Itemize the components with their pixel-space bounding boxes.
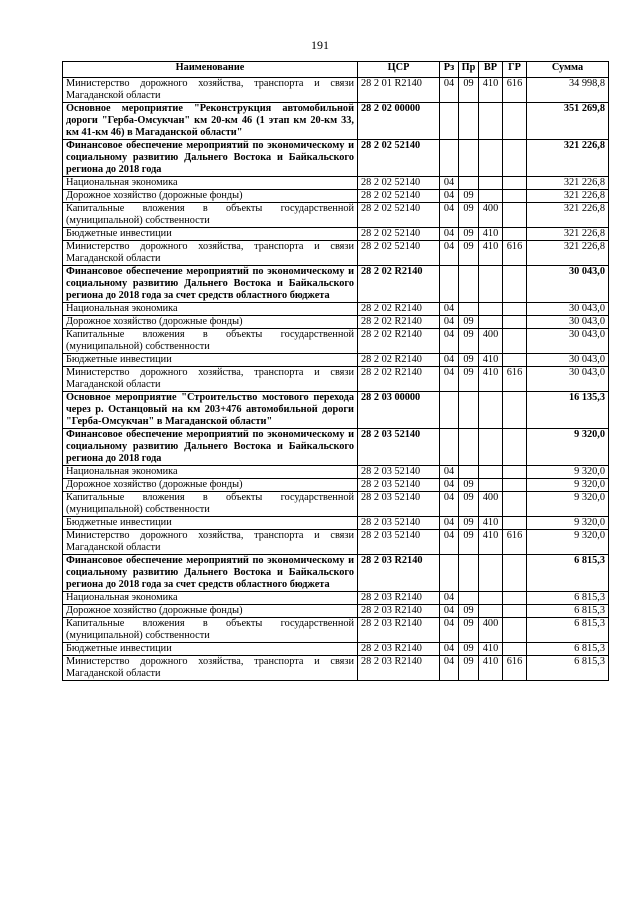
cell-gr	[503, 429, 527, 466]
cell-sum: 6 815,3	[527, 605, 609, 618]
cell-rz: 04	[440, 479, 459, 492]
cell-sum: 34 998,8	[527, 78, 609, 103]
cell-name: Капитальные вложения в объекты государственной (муниципальной) собственности	[63, 492, 358, 517]
cell-vr	[479, 140, 503, 177]
cell-pr	[459, 266, 479, 303]
table-row	[63, 367, 609, 392]
cell-vr: 410	[479, 354, 503, 367]
cell-sum: 30 043,0	[527, 303, 609, 316]
header-row	[63, 62, 609, 78]
cell-rz	[440, 555, 459, 592]
cell-csr: 28 2 03 52140	[358, 479, 440, 492]
cell-csr: 28 2 01 R2140	[358, 78, 440, 103]
cell-sum: 6 815,3	[527, 592, 609, 605]
cell-gr	[503, 555, 527, 592]
cell-name: Национальная экономика	[63, 303, 358, 316]
cell-gr	[503, 228, 527, 241]
cell-vr: 410	[479, 241, 503, 266]
cell-rz: 04	[440, 517, 459, 530]
cell-gr	[503, 140, 527, 177]
cell-vr	[479, 592, 503, 605]
cell-pr	[459, 177, 479, 190]
cell-vr	[479, 177, 503, 190]
cell-vr: 400	[479, 203, 503, 228]
cell-rz: 04	[440, 354, 459, 367]
cell-pr	[459, 555, 479, 592]
table-row	[63, 329, 609, 354]
cell-sum: 321 226,8	[527, 241, 609, 266]
cell-pr: 09	[459, 329, 479, 354]
table-row	[63, 479, 609, 492]
cell-sum: 9 320,0	[527, 429, 609, 466]
cell-pr: 09	[459, 190, 479, 203]
cell-rz: 04	[440, 190, 459, 203]
budget-table	[62, 61, 609, 681]
cell-vr: 400	[479, 618, 503, 643]
cell-rz: 04	[440, 605, 459, 618]
cell-vr: 410	[479, 643, 503, 656]
cell-gr	[503, 203, 527, 228]
cell-gr	[503, 492, 527, 517]
cell-name: Дорожное хозяйство (дорожные фонды)	[63, 605, 358, 618]
cell-csr: 28 2 02 00000	[358, 103, 440, 140]
cell-sum: 9 320,0	[527, 466, 609, 479]
cell-pr: 09	[459, 228, 479, 241]
cell-vr	[479, 392, 503, 429]
cell-vr: 400	[479, 492, 503, 517]
table-row	[63, 466, 609, 479]
cell-gr	[503, 316, 527, 329]
cell-rz	[440, 429, 459, 466]
column-header-pr: Пр	[459, 62, 479, 78]
cell-rz: 04	[440, 466, 459, 479]
cell-gr: 616	[503, 78, 527, 103]
table-row	[63, 618, 609, 643]
cell-sum: 16 135,3	[527, 392, 609, 429]
cell-csr: 28 2 02 R2140	[358, 316, 440, 329]
cell-rz: 04	[440, 643, 459, 656]
cell-gr: 616	[503, 656, 527, 681]
cell-name: Министерство дорожного хозяйства, транспорта и связи Магаданской области	[63, 241, 358, 266]
cell-vr: 410	[479, 517, 503, 530]
cell-gr: 616	[503, 241, 527, 266]
cell-gr	[503, 190, 527, 203]
cell-gr	[503, 266, 527, 303]
cell-rz: 04	[440, 329, 459, 354]
cell-vr	[479, 316, 503, 329]
cell-pr: 09	[459, 241, 479, 266]
cell-pr	[459, 429, 479, 466]
cell-name: Дорожное хозяйство (дорожные фонды)	[63, 316, 358, 329]
cell-vr	[479, 466, 503, 479]
cell-pr: 09	[459, 479, 479, 492]
cell-csr: 28 2 03 52140	[358, 530, 440, 555]
cell-name: Бюджетные инвестиции	[63, 643, 358, 656]
table-row	[63, 190, 609, 203]
cell-vr: 410	[479, 530, 503, 555]
cell-csr: 28 2 02 R2140	[358, 367, 440, 392]
cell-sum: 30 043,0	[527, 354, 609, 367]
cell-name: Капитальные вложения в объекты государственной (муниципальной) собственности	[63, 203, 358, 228]
cell-csr: 28 2 03 R2140	[358, 555, 440, 592]
cell-pr: 09	[459, 367, 479, 392]
cell-rz: 04	[440, 228, 459, 241]
cell-sum: 30 043,0	[527, 266, 609, 303]
column-header-vr: ВР	[479, 62, 503, 78]
cell-pr	[459, 140, 479, 177]
cell-pr: 09	[459, 530, 479, 555]
cell-csr: 28 2 02 R2140	[358, 266, 440, 303]
cell-name: Капитальные вложения в объекты государственной (муниципальной) собственности	[63, 329, 358, 354]
cell-vr: 410	[479, 656, 503, 681]
cell-gr	[503, 303, 527, 316]
cell-sum: 6 815,3	[527, 643, 609, 656]
cell-rz: 04	[440, 316, 459, 329]
table-row	[63, 303, 609, 316]
table-row	[63, 103, 609, 140]
cell-vr	[479, 266, 503, 303]
table-row	[63, 316, 609, 329]
page-number: 191	[311, 38, 329, 52]
cell-csr: 28 2 03 R2140	[358, 618, 440, 643]
table-row	[63, 643, 609, 656]
cell-vr	[479, 429, 503, 466]
cell-gr	[503, 643, 527, 656]
cell-name: Национальная экономика	[63, 177, 358, 190]
cell-rz: 04	[440, 203, 459, 228]
cell-csr: 28 2 03 R2140	[358, 592, 440, 605]
cell-sum: 351 269,8	[527, 103, 609, 140]
column-header-sum: Сумма	[527, 62, 609, 78]
cell-name: Основное мероприятие "Реконструкция автомобильной дороги "Герба-Омсукчан" км 20-км 46 (1 этап км 20-км 33, км 41-км 46) в Магаданской области"	[63, 103, 358, 140]
cell-pr	[459, 103, 479, 140]
cell-vr	[479, 103, 503, 140]
table-row	[63, 555, 609, 592]
cell-sum: 9 320,0	[527, 492, 609, 517]
cell-vr	[479, 555, 503, 592]
cell-sum: 9 320,0	[527, 517, 609, 530]
cell-rz: 04	[440, 303, 459, 316]
cell-name: Министерство дорожного хозяйства, транспорта и связи Магаданской области	[63, 656, 358, 681]
table-row	[63, 429, 609, 466]
cell-csr: 28 2 03 R2140	[358, 605, 440, 618]
cell-csr: 28 2 03 R2140	[358, 656, 440, 681]
table-row	[63, 203, 609, 228]
cell-gr	[503, 177, 527, 190]
cell-name: Финансовое обеспечение мероприятий по экономическому и социальному развитию Дальнего Востока и Байкальского региона до 2018 года за счет средств областного бюджета	[63, 555, 358, 592]
cell-gr	[503, 605, 527, 618]
cell-sum: 6 815,3	[527, 555, 609, 592]
cell-rz: 04	[440, 177, 459, 190]
cell-sum: 9 320,0	[527, 479, 609, 492]
cell-gr: 616	[503, 367, 527, 392]
cell-name: Министерство дорожного хозяйства, транспорта и связи Магаданской области	[63, 78, 358, 103]
cell-csr: 28 2 03 52140	[358, 517, 440, 530]
table-row	[63, 177, 609, 190]
cell-csr: 28 2 03 52140	[358, 492, 440, 517]
cell-pr: 09	[459, 78, 479, 103]
cell-pr	[459, 466, 479, 479]
cell-pr	[459, 303, 479, 316]
cell-name: Бюджетные инвестиции	[63, 517, 358, 530]
cell-sum: 321 226,8	[527, 190, 609, 203]
cell-csr: 28 2 02 R2140	[358, 354, 440, 367]
cell-name: Финансовое обеспечение мероприятий по экономическому и социальному развитию Дальнего Востока и Байкальского региона до 2018 года	[63, 140, 358, 177]
table-row	[63, 492, 609, 517]
cell-pr: 09	[459, 605, 479, 618]
table-row	[63, 517, 609, 530]
cell-rz: 04	[440, 241, 459, 266]
cell-vr	[479, 479, 503, 492]
cell-rz	[440, 266, 459, 303]
table-row	[63, 266, 609, 303]
table-row	[63, 228, 609, 241]
cell-rz: 04	[440, 367, 459, 392]
cell-sum: 30 043,0	[527, 329, 609, 354]
table-row	[63, 241, 609, 266]
cell-pr: 09	[459, 618, 479, 643]
cell-name: Финансовое обеспечение мероприятий по экономическому и социальному развитию Дальнего Востока и Байкальского региона до 2018 года	[63, 429, 358, 466]
column-header-name: Наименование	[63, 62, 358, 78]
cell-csr: 28 2 02 52140	[358, 228, 440, 241]
cell-rz	[440, 103, 459, 140]
cell-csr: 28 2 02 52140	[358, 241, 440, 266]
table-row	[63, 140, 609, 177]
cell-gr	[503, 479, 527, 492]
cell-sum: 30 043,0	[527, 367, 609, 392]
cell-csr: 28 2 03 00000	[358, 392, 440, 429]
cell-sum: 9 320,0	[527, 530, 609, 555]
cell-rz	[440, 140, 459, 177]
cell-csr: 28 2 02 R2140	[358, 303, 440, 316]
cell-pr: 09	[459, 354, 479, 367]
cell-csr: 28 2 02 52140	[358, 140, 440, 177]
cell-gr	[503, 103, 527, 140]
cell-vr	[479, 605, 503, 618]
cell-sum: 6 815,3	[527, 618, 609, 643]
cell-name: Национальная экономика	[63, 592, 358, 605]
cell-csr: 28 2 03 52140	[358, 466, 440, 479]
cell-gr: 616	[503, 530, 527, 555]
cell-csr: 28 2 02 52140	[358, 203, 440, 228]
table-row	[63, 656, 609, 681]
cell-pr	[459, 592, 479, 605]
cell-sum: 321 226,8	[527, 203, 609, 228]
cell-gr	[503, 592, 527, 605]
cell-pr: 09	[459, 656, 479, 681]
cell-rz: 04	[440, 530, 459, 555]
cell-csr: 28 2 02 52140	[358, 177, 440, 190]
table-row	[63, 392, 609, 429]
cell-name: Бюджетные инвестиции	[63, 354, 358, 367]
column-header-rz: Рз	[440, 62, 459, 78]
cell-rz: 04	[440, 618, 459, 643]
table-row	[63, 78, 609, 103]
cell-vr: 400	[479, 329, 503, 354]
table-row	[63, 530, 609, 555]
cell-sum: 321 226,8	[527, 228, 609, 241]
cell-rz: 04	[440, 492, 459, 517]
cell-rz: 04	[440, 78, 459, 103]
cell-rz: 04	[440, 592, 459, 605]
cell-pr	[459, 392, 479, 429]
table-row	[63, 605, 609, 618]
cell-name: Дорожное хозяйство (дорожные фонды)	[63, 190, 358, 203]
cell-pr: 09	[459, 517, 479, 530]
cell-gr	[503, 466, 527, 479]
cell-gr	[503, 618, 527, 643]
cell-gr	[503, 517, 527, 530]
cell-name: Основное мероприятие "Строительство мостового перехода через р. Останцовый на км 203+476 автомобильной дороги "Герба-Омсукчан" в Магаданской области"	[63, 392, 358, 429]
cell-name: Финансовое обеспечение мероприятий по экономическому и социальному развитию Дальнего Востока и Байкальского региона до 2018 года за счет средств областного бюджета	[63, 266, 358, 303]
cell-pr: 09	[459, 316, 479, 329]
table-row	[63, 354, 609, 367]
cell-vr: 410	[479, 228, 503, 241]
cell-sum: 321 226,8	[527, 140, 609, 177]
cell-csr: 28 2 03 52140	[358, 429, 440, 466]
cell-vr: 410	[479, 78, 503, 103]
column-header-gr: ГР	[503, 62, 527, 78]
cell-sum: 30 043,0	[527, 316, 609, 329]
cell-vr	[479, 303, 503, 316]
cell-name: Министерство дорожного хозяйства, транспорта и связи Магаданской области	[63, 530, 358, 555]
cell-pr: 09	[459, 492, 479, 517]
cell-gr	[503, 329, 527, 354]
table-row	[63, 592, 609, 605]
cell-name: Дорожное хозяйство (дорожные фонды)	[63, 479, 358, 492]
cell-vr: 410	[479, 367, 503, 392]
table-header	[63, 62, 609, 78]
cell-csr: 28 2 03 R2140	[358, 643, 440, 656]
cell-name: Национальная экономика	[63, 466, 358, 479]
cell-pr: 09	[459, 643, 479, 656]
cell-name: Бюджетные инвестиции	[63, 228, 358, 241]
cell-csr: 28 2 02 R2140	[358, 329, 440, 354]
column-header-csr: ЦСР	[358, 62, 440, 78]
cell-sum: 6 815,3	[527, 656, 609, 681]
cell-sum: 321 226,8	[527, 177, 609, 190]
cell-rz	[440, 392, 459, 429]
cell-name: Министерство дорожного хозяйства, транспорта и связи Магаданской области	[63, 367, 358, 392]
table-body	[63, 78, 609, 681]
cell-gr	[503, 354, 527, 367]
cell-vr	[479, 190, 503, 203]
cell-name: Капитальные вложения в объекты государственной (муниципальной) собственности	[63, 618, 358, 643]
cell-pr: 09	[459, 203, 479, 228]
cell-rz: 04	[440, 656, 459, 681]
cell-gr	[503, 392, 527, 429]
cell-csr: 28 2 02 52140	[358, 190, 440, 203]
